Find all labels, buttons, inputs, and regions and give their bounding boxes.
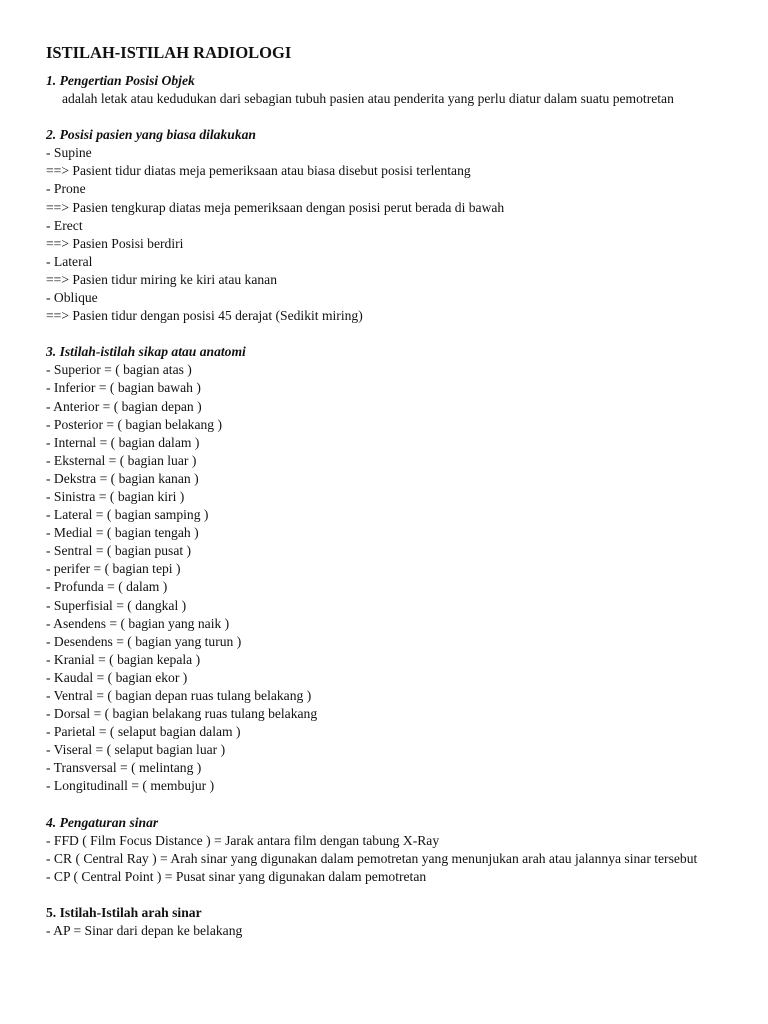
list-item: - AP = Sinar dari depan ke belakang (46, 923, 243, 939)
list-item: - CR ( Central Ray ) = Arah sinar yang digunakan dalam pemotretan yang menunjukan arah atau jalannya sinar tersebut (46, 850, 698, 866)
list-item: - Transversal = ( melintang ) (46, 760, 202, 776)
section-istilah-anatomi (46, 343, 726, 795)
list-item: - Superior = ( bagian atas ) (46, 362, 192, 378)
list-item: - Parietal = ( selaput bagian dalam ) (46, 724, 241, 740)
list-item: - Medial = ( bagian tengah ) (46, 525, 199, 541)
section-heading: 1. Pengertian Posisi Objek (46, 73, 195, 88)
list-item: - Profunda = ( dalam ) (46, 579, 168, 595)
list-item: - Kranial = ( bagian kepala ) (46, 651, 201, 667)
list-item: - Dekstra = ( bagian kanan ) (46, 470, 199, 486)
list-item: - Supine (46, 145, 92, 161)
document-title: ISTILAH-ISTILAH RADIOLOGI (46, 43, 292, 62)
list-item: - Kaudal = ( bagian ekor ) (46, 669, 188, 685)
section-heading: 5. Istilah-Istilah arah sinar (46, 904, 202, 920)
section-pengertian-posisi-objek (46, 72, 726, 108)
list-item: ==> Pasient tidur diatas meja pemeriksaan atau biasa disebut posisi terlentang (46, 163, 471, 179)
section-pengaturan-sinar (46, 814, 726, 886)
section-heading: 2. Posisi pasien yang biasa dilakukan (46, 127, 256, 143)
list-item: - Sinistra = ( bagian kiri ) (46, 488, 185, 504)
list-item: - Posterior = ( bagian belakang ) (46, 416, 223, 432)
list-item: ==> Pasien tengkurap diatas meja pemeriksaan dengan posisi perut berada di bawah (46, 199, 505, 215)
list-item: - Oblique (46, 290, 98, 306)
section-posisi-pasien (46, 126, 726, 325)
section-paragraph: adalah letak atau kedudukan dari sebagian tubuh pasien atau penderita yang perlu diatur dalam suatu pemotretan (62, 91, 674, 107)
list-item: - Dorsal = ( bagian belakang ruas tulang belakang (46, 706, 318, 722)
list-item: ==> Pasien tidur dengan posisi 45 derajat (Sedikit miring) (46, 308, 363, 324)
list-item: - Desendens = ( bagian yang turun ) (46, 633, 242, 649)
list-item: ==> Pasien tidur miring ke kiri atau kanan (46, 271, 278, 287)
section-arah-sinar (46, 904, 726, 940)
list-item: ==> Pasien Posisi berdiri (46, 235, 184, 251)
section-heading: 3. Istilah-istilah sikap atau anatomi (46, 344, 246, 360)
list-item: - Internal = ( bagian dalam ) (46, 434, 200, 450)
list-item: - Lateral (46, 253, 93, 269)
list-item: - Sentral = ( bagian pusat ) (46, 543, 192, 559)
list-item: - Inferior = ( bagian bawah ) (46, 380, 201, 396)
list-item: - CP ( Central Point ) = Pusat sinar yang digunakan dalam pemotretan (46, 868, 427, 884)
list-item: - Superfisial = ( dangkal ) (46, 597, 187, 613)
list-item: - Asendens = ( bagian yang naik ) (46, 615, 230, 631)
list-item: - Prone (46, 181, 86, 197)
document-page (46, 42, 726, 958)
list-item: - FFD ( Film Focus Distance ) = Jarak antara film dengan tabung X-Ray (46, 832, 440, 848)
list-item: - Erect (46, 217, 83, 233)
list-item: - Viseral = ( selaput bagian luar ) (46, 742, 226, 758)
list-item: - Eksternal = ( bagian luar ) (46, 452, 197, 468)
list-item: - Lateral = ( bagian samping ) (46, 507, 209, 523)
list-item: - Anterior = ( bagian depan ) (46, 398, 202, 414)
section-heading: 4. Pengaturan sinar (46, 814, 159, 830)
list-item: - perifer = ( bagian tepi ) (46, 561, 181, 577)
list-item: - Longitudinall = ( membujur ) (46, 778, 215, 794)
list-item: - Ventral = ( bagian depan ruas tulang belakang ) (46, 688, 312, 703)
